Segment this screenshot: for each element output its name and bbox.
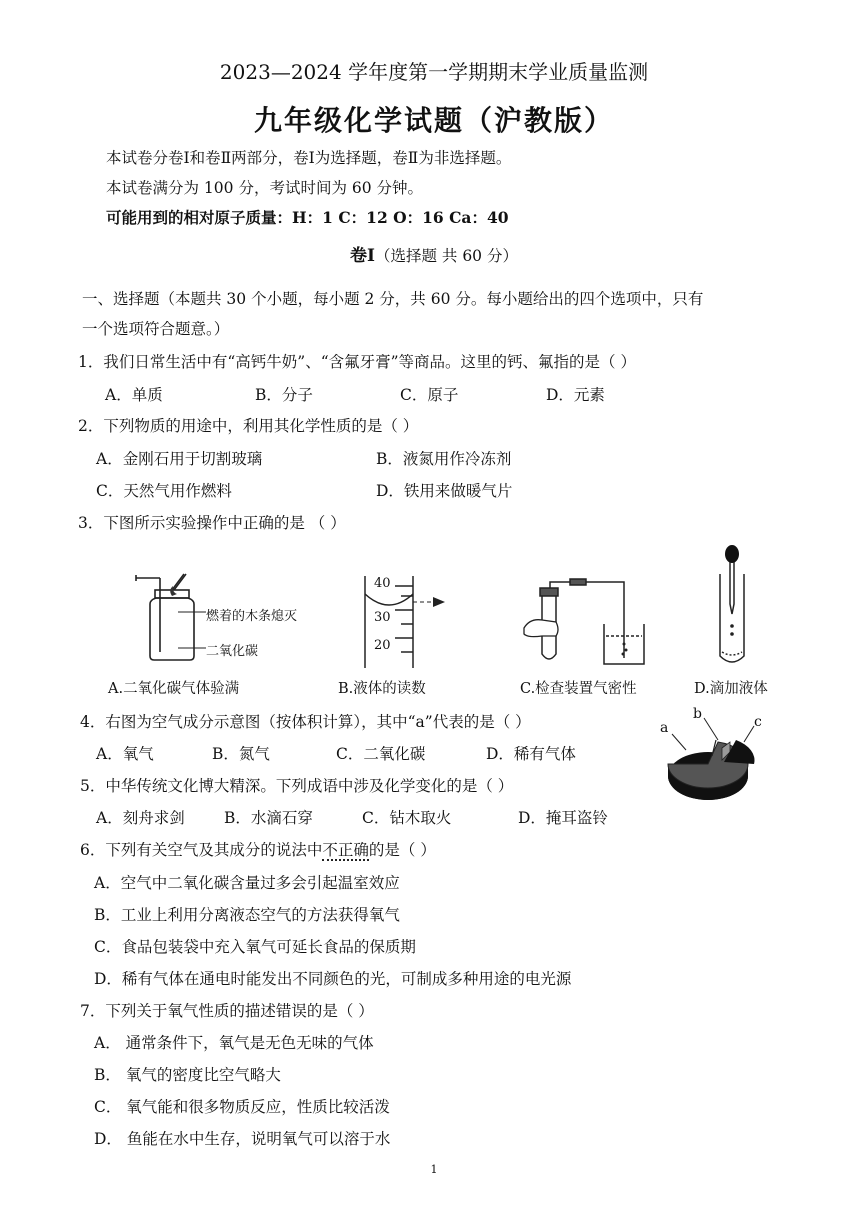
q7-option-c: C． 氧气能和很多物质反应，性质比较活泼 — [94, 1098, 390, 1116]
figure-a-label-2: 二氧化碳 — [206, 644, 259, 659]
q6-option-c: C．食品包装袋中充入氧气可延长食品的保质期 — [94, 938, 416, 956]
q7-option-b: B． 氧气的密度比空气略大 — [94, 1066, 281, 1084]
q4-option-b: B．氮气 — [212, 745, 270, 763]
section-title — [0, 246, 868, 266]
section-instructions-1: 一、选择题（本题共 30 个小题，每小题 2 分，共 60 分。每小题给出的四个选项中，只有 — [82, 290, 704, 308]
pie-label-c: c — [754, 714, 762, 730]
q6-option-b: B．工业上利用分离液态空气的方法获得氧气 — [94, 906, 400, 924]
figure-a-caption: A.二氧化碳气体验满 — [108, 681, 240, 697]
intro-line-2: 本试卷满分为 100 分，考试时间为 60 分钟。 — [106, 179, 424, 197]
section-title-rest: （选择题 共 60 分） — [374, 247, 518, 265]
q7-option-d: D． 鱼能在水中生存，说明氧气可以溶于水 — [94, 1130, 391, 1148]
q5-option-a: A．刻舟求剑 — [96, 809, 185, 827]
cylinder-tick-20: 20 — [374, 638, 391, 653]
cylinder-reading-figure — [355, 572, 455, 668]
page-number: 1 — [430, 1163, 438, 1176]
q2-option-c: C．天然气用作燃料 — [96, 482, 232, 500]
q2-option-a: A．金刚石用于切割玻璃 — [96, 450, 263, 468]
q1-option-d: D．元素 — [546, 386, 605, 404]
q5-stem: 5．中华传统文化博大精深。下列成语中涉及化学变化的是（ ） — [80, 777, 514, 795]
section-title-bold: 卷Ⅰ — [350, 246, 375, 266]
q7-option-a: A． 通常条件下，氧气是无色无味的气体 — [94, 1034, 374, 1052]
pie-label-a: a — [660, 720, 669, 736]
q4-option-a: A．氧气 — [96, 745, 154, 763]
q4-option-c: C．二氧化碳 — [336, 745, 426, 763]
q2-stem: 2．下列物质的用途中，利用其化学性质的是（ ） — [78, 417, 419, 435]
q6-option-a: A．空气中二氧化碳含量过多会引起温室效应 — [94, 874, 400, 892]
q6-stem-post: 的是（ ） — [368, 841, 436, 859]
pie-label-b: b — [693, 706, 702, 722]
intro-line-1: 本试卷分卷Ⅰ和卷Ⅱ两部分，卷Ⅰ为选择题，卷Ⅱ为非选择题。 — [106, 149, 512, 167]
q1-option-c: C．原子 — [400, 386, 459, 404]
q1-stem: 1．我们日常生活中有“高钙牛奶”、“含氟牙膏”等商品。这里的钙、氟指的是（ ） — [78, 353, 636, 371]
intro-line-3: 可能用到的相对原子质量：H：1 C：12 O：16 Ca：40 — [106, 208, 509, 227]
q6-stem-emphasis: 不正确 — [322, 841, 369, 859]
q6-stem — [80, 840, 436, 860]
figure-c-caption: C.检查装置气密性 — [520, 681, 637, 697]
q2-option-d: D．铁用来做暖气片 — [376, 482, 513, 500]
air-composition-pie-figure — [656, 706, 766, 810]
q1-option-b: B．分子 — [255, 386, 313, 404]
q2-option-b: B．液氮用作冷冻剂 — [376, 450, 512, 468]
q6-stem-pre: 6．下列有关空气及其成分的说法中 — [80, 841, 323, 859]
figure-b-caption: B.液体的读数 — [338, 681, 426, 697]
airtightness-figure — [520, 578, 660, 670]
q3-stem: 3．下图所示实验操作中正确的是 （ ） — [78, 514, 346, 532]
q4-stem: 4．右图为空气成分示意图（按体积计算），其中“a”代表的是（ ） — [80, 713, 531, 731]
cylinder-tick-40: 40 — [374, 576, 391, 591]
dropper-figure — [712, 544, 752, 668]
figure-a-leader-lines — [178, 602, 208, 662]
q6-option-d: D．稀有气体在通电时能发出不同颜色的光，可制成多种用途的电光源 — [94, 970, 572, 988]
figure-d-caption: D.滴加液体 — [694, 681, 768, 697]
paper-title: 九年级化学试题（沪教版） — [253, 104, 614, 137]
exam-title: 2023—2024 学年度第一学期期末学业质量监测 — [219, 60, 649, 84]
q7-stem: 7．下列关于氧气性质的描述错误的是（ ） — [80, 1002, 374, 1020]
figure-a-label-1: 燃着的木条熄灭 — [206, 609, 298, 624]
q5-option-d: D．掩耳盗铃 — [518, 809, 608, 827]
q1-option-a: A．单质 — [105, 386, 163, 404]
cylinder-tick-30: 30 — [374, 610, 391, 625]
q5-option-c: C．钻木取火 — [362, 809, 452, 827]
q4-option-d: D．稀有气体 — [486, 745, 576, 763]
section-instructions-2: 一个选项符合题意。） — [82, 320, 230, 338]
q5-option-b: B．水滴石穿 — [224, 809, 313, 827]
